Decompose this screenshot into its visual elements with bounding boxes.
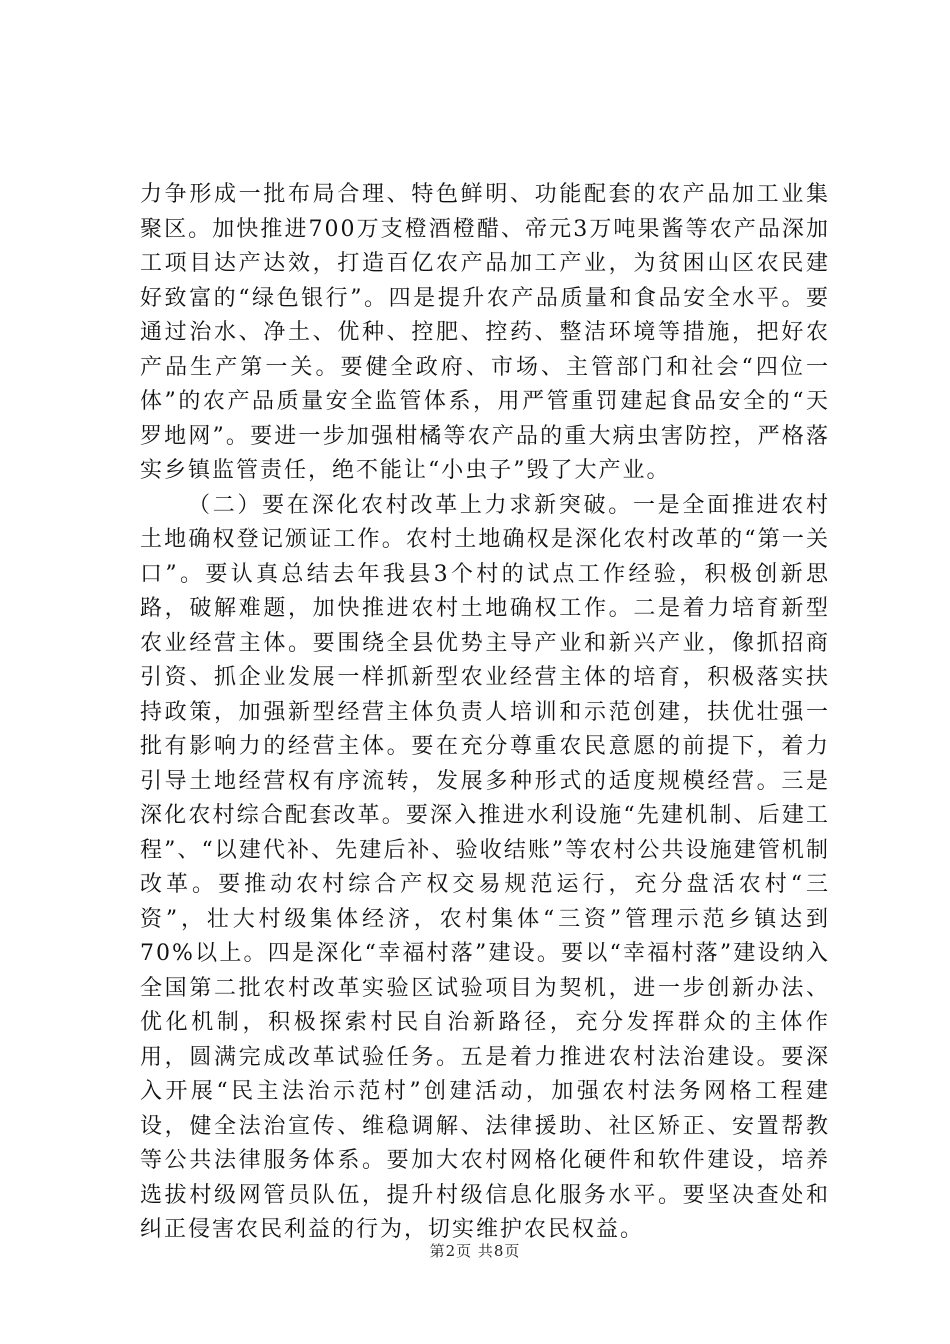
paragraph-rural-reform: （二）要在深化农村改革上力求新突破。一是全面推进农村土地确权登记颁证工作。农村土地确权是深化农村改革的“第一关口”。要认真总结去年我县3个村的试点工作经验，积极创新思路，破解难题，加快推进农村土地确权工作。二是着力培育新型农业经营主体。要围绕全县优势主导产业和新兴产业，像抓招商引资、抓企业发展一样抓新型农业经营主体的培育，积极落实扶持政策，加强新型经营主体负责人培训和示范创建，扶优壮强一批有影响力的经营主体。要在充分尊重农民意愿的前提下，着力引导土地经营权有序流转，发展多种形式的适度规模经营。三是深化农村综合配套改革。要深入推进水利设施“先建机制、后建工程”、“以建代补、先建后补、验收结账”等农村公共设施建管机制改革。要推动农村综合产权交易规范运行，充分盘活农村“三资”，壮大村级集体经济，农村集体“三资”管理示范乡镇达到70%以上。四是深化“幸福村落”建设。要以“幸福村落”建设纳入全国第二批农村改革实验区试验项目为契机，进一步创新办法、优化机制，积极探索村民自治新路径，充分发挥群众的主体作用，圆满完成改革试验任务。五是着力推进农村法治建设。要深入开展“民主法治示范村”创建活动，加强农村法务网格工程建设，健全法治宣传、维稳调解、法律援助、社区矫正、安置帮教等公共法律服务体系。要加大农村网格化硬件和软件建设，培养选拔村级网管员队伍，提升村级信息化服务水平。要坚决查处和纠正侵害农民利益的行为，切实维护农民权益。 <box>140 492 830 1242</box>
paragraph-continuation: 力争形成一批布局合理、特色鲜明、功能配套的农产品加工业集聚区。加快推进700万支橙酒橙醋、帝元3万吨果酱等农产品深加工项目达产达效，打造百亿农产品加工产业，为贫困山区农民建好致富的“绿色银行”。四是提升农产品质量和食品安全水平。要通过治水、净土、优种、控肥、控药、整洁环境等措施，把好农产品生产第一关。要健全政府、市场、主管部门和社会“四位一体”的农产品质量安全监管体系，用严管重罚建起食品安全的“天罗地网”。要进一步加强柑橘等农产品的重大病虫害防控，严格落实乡镇监管责任，绝不能让“小虫子”毁了大产业。 <box>140 182 830 483</box>
page-number-footer: 第2页 共8页 <box>429 1242 521 1260</box>
document-body <box>140 178 830 1248</box>
